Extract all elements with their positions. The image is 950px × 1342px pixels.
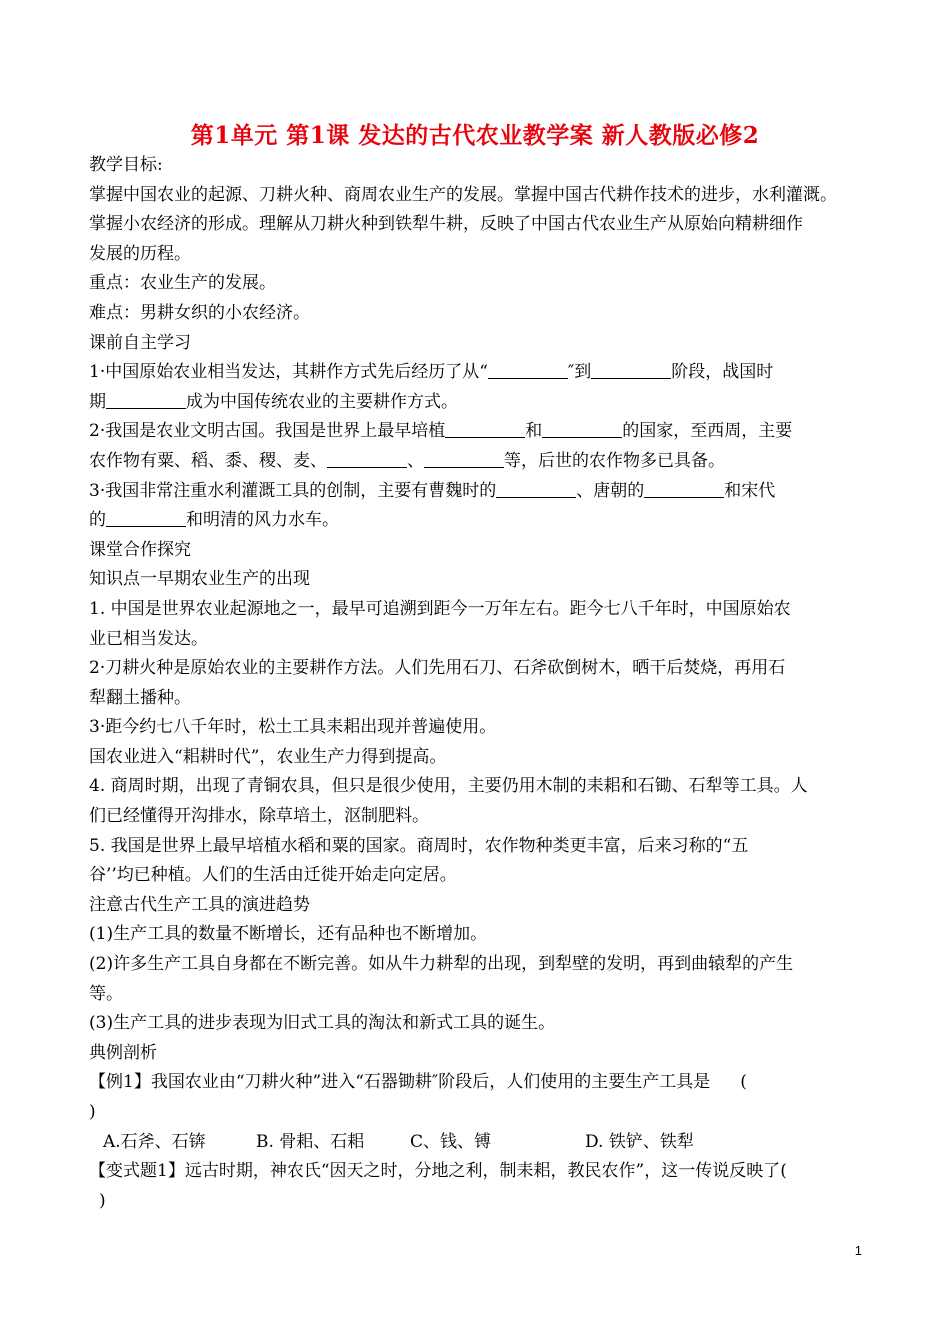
knowledge-point-line: 4. 商周时期，出现了青铜农具，但只是很少使用，主要仍用木制的耒耜和石锄、石犁等工具。人 [89, 776, 808, 797]
trend-item: 等。 [89, 983, 123, 1004]
trend-item: (2)许多生产工具自身都在不断完善。如从牛力耕犁的出现，到犁壁的发明，再到曲辕犁的产生 [89, 954, 794, 975]
fill-blank[interactable] [327, 450, 407, 468]
objectives-line: 掌握小农经济的形成。理解从刀耕火种到铁犁牛耕，反映了中国古代农业生产从原始向精耕细作 [89, 214, 803, 235]
fill-blank[interactable] [106, 391, 186, 409]
prestudy-heading: 课前自主学习 [89, 332, 191, 353]
trend-item: (1)生产工具的数量不断增长，还有品种也不断增加。 [89, 924, 488, 945]
coop-heading: 课堂合作探究 [89, 539, 191, 560]
page-title: 第1单元 第1课 发达的古代农业教学案 新人教版必修2 [190, 122, 760, 149]
variant-1-line: 【变式题1】远古时期，神农氏“因天之时，分地之利，制耒耜，教民农作”，这一传说反映了( [89, 1161, 787, 1182]
fill-blank[interactable] [542, 420, 622, 438]
question-1-line: 期 成为中国传统农业的主要耕作方式。 [89, 391, 458, 412]
trend-item: (3)生产工具的进步表现为旧式工具的淘汰和新式工具的诞生。 [89, 1013, 556, 1034]
option-a[interactable]: A.石斧、石锛 [103, 1131, 206, 1152]
knowledge-point-line: 们已经懂得开沟排水，除草培土，沤制肥料。 [89, 806, 429, 827]
difficult-point: 难点：男耕女织的小农经济。 [89, 302, 310, 323]
objectives-line: 掌握中国农业的起源、刀耕火种、商周农业生产的发展。掌握中国古代耕作技术的进步，水利灌溉。 [89, 184, 837, 205]
knowledge-point-line: 5. 我国是世界上最早培植水稻和粟的国家。商周时，农作物种类更丰富，后来习称的“五 [89, 835, 749, 856]
example-1-options [89, 1128, 869, 1158]
option-c[interactable]: C、钱、镈 [410, 1131, 492, 1152]
knowledge-point-line: 1. 中国是世界农业起源地之一，最早可追溯到距今一万年左右。距今七八千年时，中国原始农 [89, 598, 791, 619]
page-number: 1 [854, 1243, 862, 1258]
fill-blank[interactable] [644, 480, 724, 498]
knowledge-point-line: 2·刀耕火种是原始农业的主要耕作方法。人们先用石刀、石斧砍倒树木，晒干后焚烧，再用石 [89, 658, 786, 679]
example-heading: 典例剖析 [89, 1042, 157, 1063]
fill-blank[interactable] [445, 420, 525, 438]
knowledge-point-line: 业已相当发达。 [89, 628, 208, 649]
question-3-line: 3·我国非常注重水利灌溉工具的创制，主要有曹魏时的 、唐朝的 和宋代 [89, 480, 776, 501]
objectives-heading: 教学目标: [89, 155, 163, 175]
objectives-line: 发展的历程。 [89, 243, 191, 264]
knowledge-point-line: 国农业进入“耜耕时代”，农业生产力得到提高。 [89, 746, 447, 767]
knowledge-point-line: 犁翻土播种。 [89, 687, 191, 708]
knowledge-point-line: 3·距今约七八千年时，松土工具耒耜出现并普遍使用。 [89, 717, 497, 738]
answer-paren[interactable]: ( [740, 1072, 747, 1093]
fill-blank[interactable] [496, 480, 576, 498]
variant-1-line: ) [99, 1190, 106, 1211]
fill-blank[interactable] [106, 509, 186, 527]
trend-heading: 注意古代生产工具的演进趋势 [89, 894, 310, 915]
question-2-line: 农作物有粟、稻、黍、稷、麦、 、 等，后世的农作物多已具备。 [89, 450, 725, 471]
option-d[interactable]: D. 铁铲、铁犁 [585, 1131, 694, 1152]
example-1-line: ) [89, 1102, 96, 1122]
fill-blank[interactable] [591, 361, 671, 379]
fill-blank[interactable] [488, 361, 568, 379]
knowledge-heading: 知识点一早期农业生产的出现 [89, 569, 310, 590]
question-3-line: 的 和明清的风力水车。 [89, 510, 339, 531]
question-2-line: 2·我国是农业文明古国。我国是世界上最早培植 和 的国家，至西周，主要 [89, 421, 793, 442]
key-point: 重点：农业生产的发展。 [89, 273, 276, 294]
example-1-line: 【例1】我国农业由“刀耕火种”进入“石器锄耕″阶段后，人们使用的主要生产工具是 ( [89, 1072, 747, 1093]
knowledge-point-line: 谷’’均已种植。人们的生活由迁徙开始走向定居。 [89, 865, 457, 886]
fill-blank[interactable] [424, 450, 504, 468]
option-b[interactable]: B. 骨耜、石耜 [256, 1131, 365, 1152]
question-1-line: 1·中国原始农业相当发达，其耕作方式先后经历了从“ ″到 阶段，战国时 [89, 362, 774, 383]
document-body [89, 151, 869, 1216]
